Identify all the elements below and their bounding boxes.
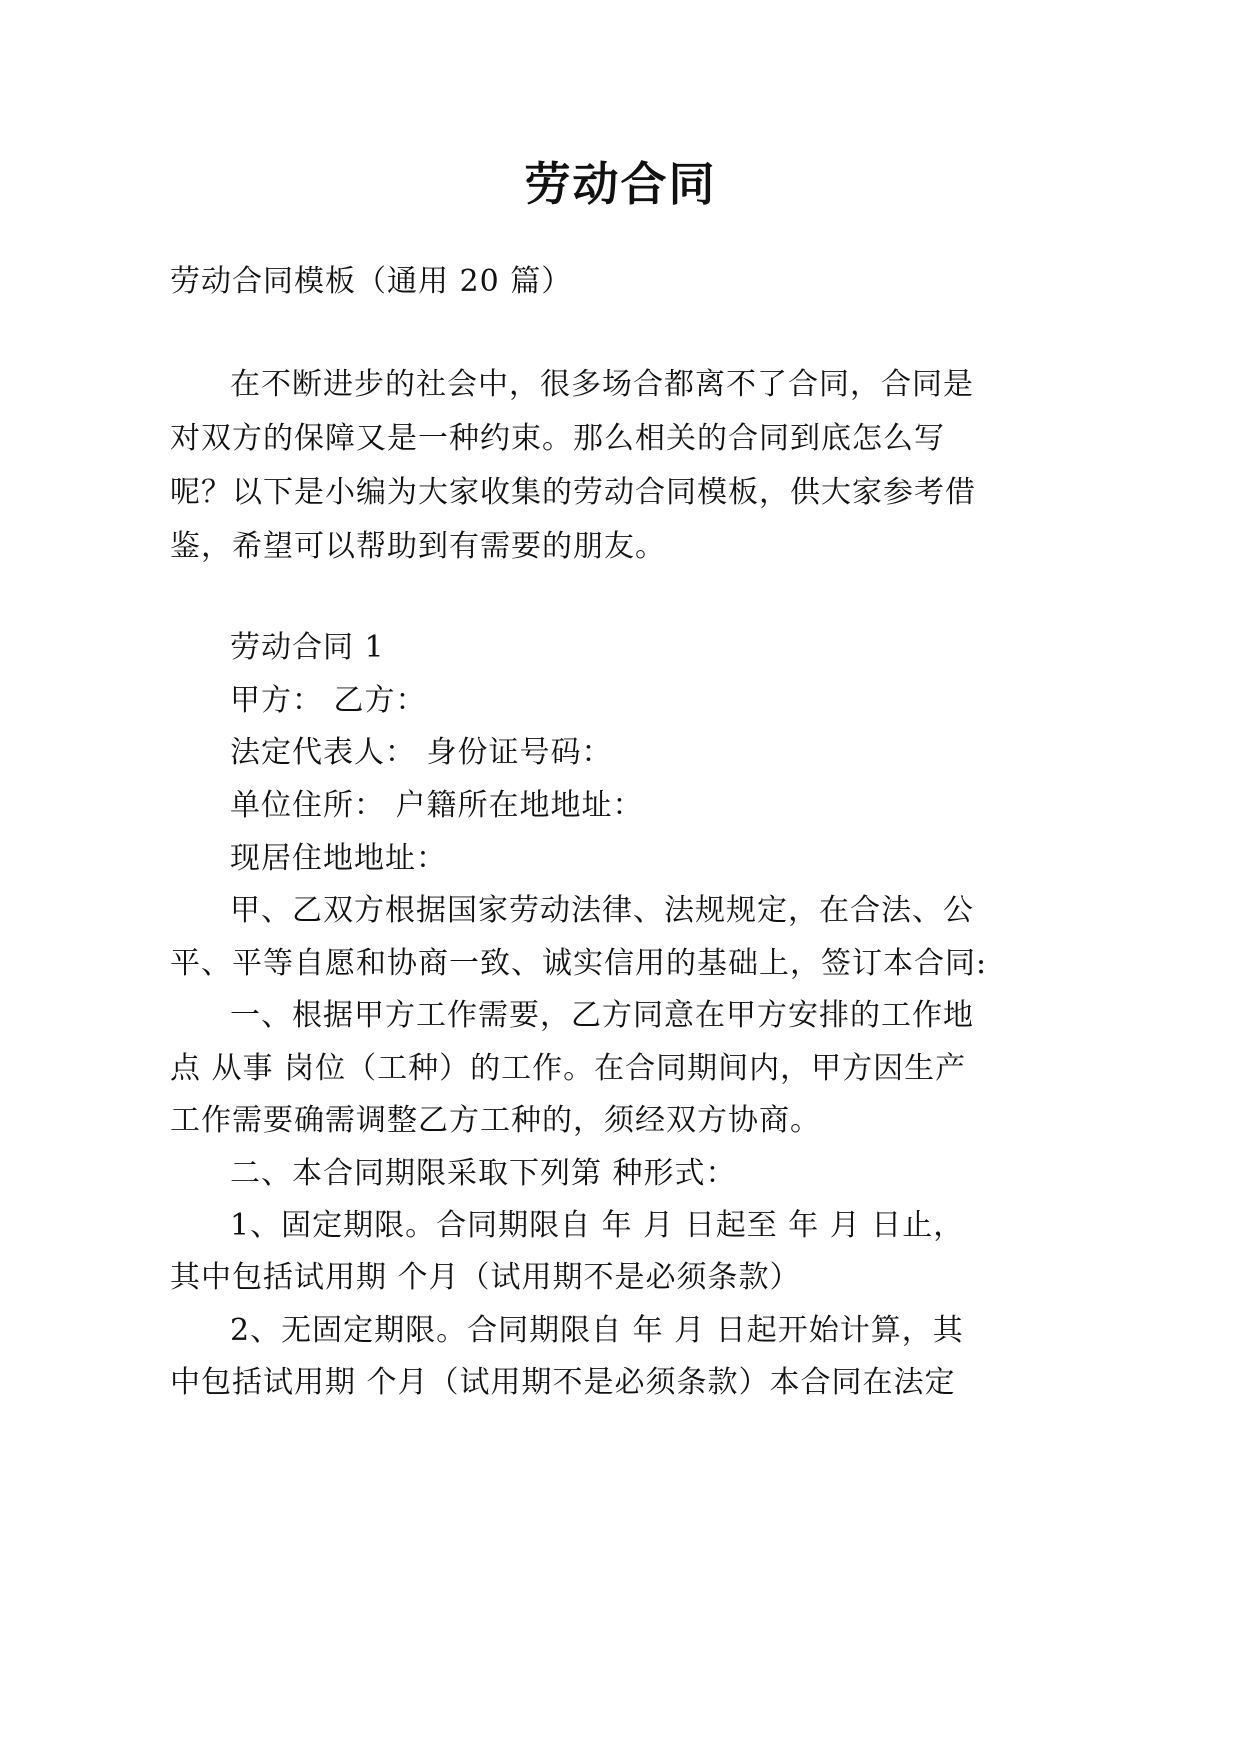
body-line-8: 其中包括试用期 个月（试用期不是必须条款） <box>170 1260 801 1295</box>
contract-heading: 劳动合同 1 <box>230 630 385 665</box>
body-line-3: 一、根据甲方工作需要，乙方同意在甲方安排的工作地 <box>230 998 974 1033</box>
representative-field: 法定代表人： 身份证号码： <box>230 735 613 770</box>
intro-line-1: 在不断进步的社会中，很多场合都离不了合同，合同是 <box>230 367 974 402</box>
body-line-6: 二、本合同期限采取下列第 种形式： <box>230 1156 737 1191</box>
body-line-7: 1、固定期限。合同期限自 年 月 日起至 年 月 日止， <box>230 1208 965 1243</box>
intro-line-4: 鉴，希望可以帮助到有需要的朋友。 <box>170 529 666 564</box>
body-line-5: 工作需要确需调整乙方工种的，须经双方协商。 <box>170 1103 821 1138</box>
body-line-10: 中包括试用期 个月（试用期不是必须条款）本合同在法定 <box>170 1365 956 1400</box>
residence-field: 现居住地地址： <box>230 841 447 876</box>
parties-field: 甲方： 乙方： <box>230 683 427 718</box>
document-title: 劳动合同 <box>524 157 717 211</box>
body-line-9: 2、无固定期限。合同期限自 年 月 日起开始计算，其 <box>230 1313 964 1348</box>
document-subtitle: 劳动合同模板（通用 20 篇） <box>170 264 573 299</box>
body-line-2: 平、平等自愿和协商一致、诚实信用的基础上，签订本合同: <box>170 946 988 981</box>
body-line-1: 甲、乙双方根据国家劳动法律、法规规定，在合法、公 <box>230 893 974 928</box>
intro-line-2: 对双方的保障又是一种约束。那么相关的合同到底怎么写 <box>170 421 945 456</box>
intro-line-3: 呢？以下是小编为大家收集的劳动合同模板，供大家参考借 <box>170 475 976 510</box>
body-line-4: 点 从事 岗位（工种）的工作。在合同期间内，甲方因生产 <box>170 1051 967 1086</box>
address-field: 单位住所： 户籍所在地地址： <box>230 788 644 823</box>
